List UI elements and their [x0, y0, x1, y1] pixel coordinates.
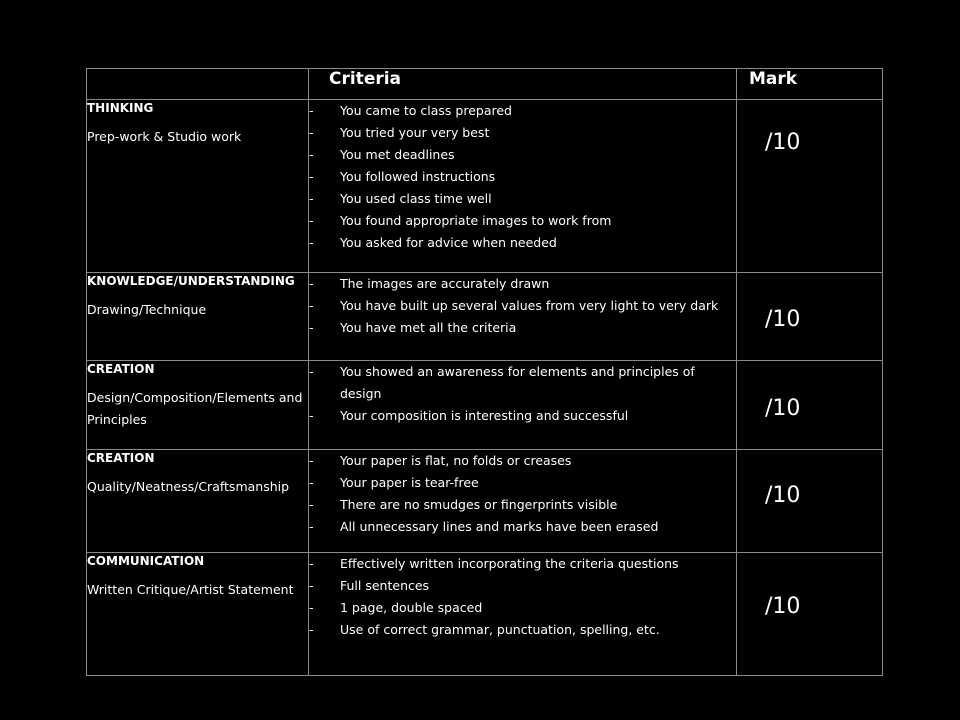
bullet-dash: - [309, 298, 314, 313]
category-subtitle: Quality/Neatness/Craftsmanship [87, 479, 290, 494]
criteria-item [309, 450, 736, 472]
bullet-dash: - [309, 320, 314, 335]
criteria-list [309, 361, 736, 427]
criteria-item [309, 122, 736, 144]
criteria-text: You came to class prepared [340, 103, 512, 118]
criteria-text: You tried your very best [340, 125, 490, 140]
criteria-text: You followed instructions [340, 169, 496, 184]
mark-cell [737, 273, 883, 361]
mark-value: /10 [765, 482, 801, 508]
bullet-dash: - [309, 497, 314, 512]
criteria-text: All unnecessary lines and marks have been erased [340, 519, 659, 534]
criteria-item [309, 494, 736, 516]
criteria-text: You used class time well [340, 191, 492, 206]
criteria-item [309, 575, 736, 597]
criteria-item [309, 188, 736, 210]
bullet-dash: - [309, 103, 314, 118]
criteria-item [309, 619, 736, 641]
mark-cell [737, 361, 883, 450]
header-criteria: Criteria [309, 69, 737, 100]
criteria-text: The images are accurately drawn [340, 276, 550, 291]
category-title: CREATION [87, 362, 155, 376]
criteria-text: There are no smudges or fingerprints visible [340, 497, 618, 512]
bullet-dash: - [309, 191, 314, 206]
criteria-item [309, 295, 736, 317]
bullet-dash: - [309, 475, 314, 490]
mark-cell [737, 100, 883, 273]
category-title: CREATION [87, 451, 155, 465]
criteria-text: Full sentences [340, 578, 430, 593]
criteria-item [309, 100, 736, 122]
criteria-item [309, 144, 736, 166]
bullet-dash: - [309, 622, 314, 637]
criteria-item [309, 405, 736, 427]
criteria-item [309, 553, 736, 575]
criteria-item [309, 273, 736, 295]
criteria-cell [309, 273, 737, 361]
criteria-item [309, 317, 736, 339]
criteria-text: You have met all the criteria [340, 320, 517, 335]
category-cell [87, 273, 309, 361]
criteria-text: Your composition is interesting and successful [340, 408, 629, 423]
bullet-dash: - [309, 147, 314, 162]
bullet-dash: - [309, 453, 314, 468]
mark-cell [737, 553, 883, 676]
criteria-text: Your paper is flat, no folds or creases [340, 453, 572, 468]
category-title: COMMUNICATION [87, 554, 205, 568]
criteria-item [309, 210, 736, 232]
criteria-text: Use of correct grammar, punctuation, spelling, etc. [340, 622, 660, 637]
rubric-table [86, 68, 883, 676]
criteria-text: Effectively written incorporating the criteria questions [340, 556, 679, 571]
category-subtitle: Design/Composition/Elements and Principles [87, 390, 303, 427]
criteria-text: You asked for advice when needed [340, 235, 557, 250]
header-blank-cell [87, 69, 309, 100]
category-cell [87, 450, 309, 553]
category-subtitle: Prep-work & Studio work [87, 129, 242, 144]
rubric-body [87, 100, 883, 676]
rubric-row-creation-quality [87, 450, 883, 553]
criteria-text: You met deadlines [340, 147, 455, 162]
bullet-dash: - [309, 600, 314, 615]
category-cell [87, 361, 309, 450]
mark-cell [737, 450, 883, 553]
header-mark: Mark [737, 69, 883, 100]
mark-value: /10 [765, 593, 801, 619]
criteria-list [309, 450, 736, 538]
criteria-item [309, 361, 736, 405]
category-cell [87, 553, 309, 676]
criteria-text: You have built up several values from very light to very dark [340, 298, 719, 313]
bullet-dash: - [309, 556, 314, 571]
criteria-list [309, 273, 736, 339]
criteria-list [309, 553, 736, 641]
category-title: KNOWLEDGE/UNDERSTANDING [87, 274, 295, 288]
criteria-text: 1 page, double spaced [340, 600, 483, 615]
category-subtitle: Written Critique/Artist Statement [87, 582, 294, 597]
rubric-row-knowledge [87, 273, 883, 361]
category-title: THINKING [87, 101, 154, 115]
criteria-cell [309, 553, 737, 676]
mark-value: /10 [765, 395, 801, 421]
criteria-cell [309, 361, 737, 450]
criteria-item [309, 597, 736, 619]
bullet-dash: - [309, 125, 314, 140]
rubric-row-creation-design [87, 361, 883, 450]
criteria-text: You showed an awareness for elements and principles of design [340, 364, 695, 401]
bullet-dash: - [309, 213, 314, 228]
bullet-dash: - [309, 276, 314, 291]
mark-value: /10 [765, 129, 801, 155]
criteria-item [309, 232, 736, 254]
category-cell [87, 100, 309, 273]
criteria-item [309, 516, 736, 538]
rubric-row-communication [87, 553, 883, 676]
mark-value: /10 [765, 307, 801, 332]
criteria-list [309, 100, 736, 254]
bullet-dash: - [309, 169, 314, 184]
bullet-dash: - [309, 235, 314, 250]
rubric-row-thinking [87, 100, 883, 273]
bullet-dash: - [309, 578, 314, 593]
header-row [87, 69, 883, 100]
criteria-text: Your paper is tear-free [340, 475, 479, 490]
criteria-text: You found appropriate images to work from [340, 213, 612, 228]
bullet-dash: - [309, 364, 314, 379]
criteria-cell [309, 100, 737, 273]
bullet-dash: - [309, 519, 314, 534]
category-subtitle: Drawing/Technique [87, 302, 207, 317]
criteria-item [309, 472, 736, 494]
criteria-cell [309, 450, 737, 553]
criteria-item [309, 166, 736, 188]
bullet-dash: - [309, 408, 314, 423]
